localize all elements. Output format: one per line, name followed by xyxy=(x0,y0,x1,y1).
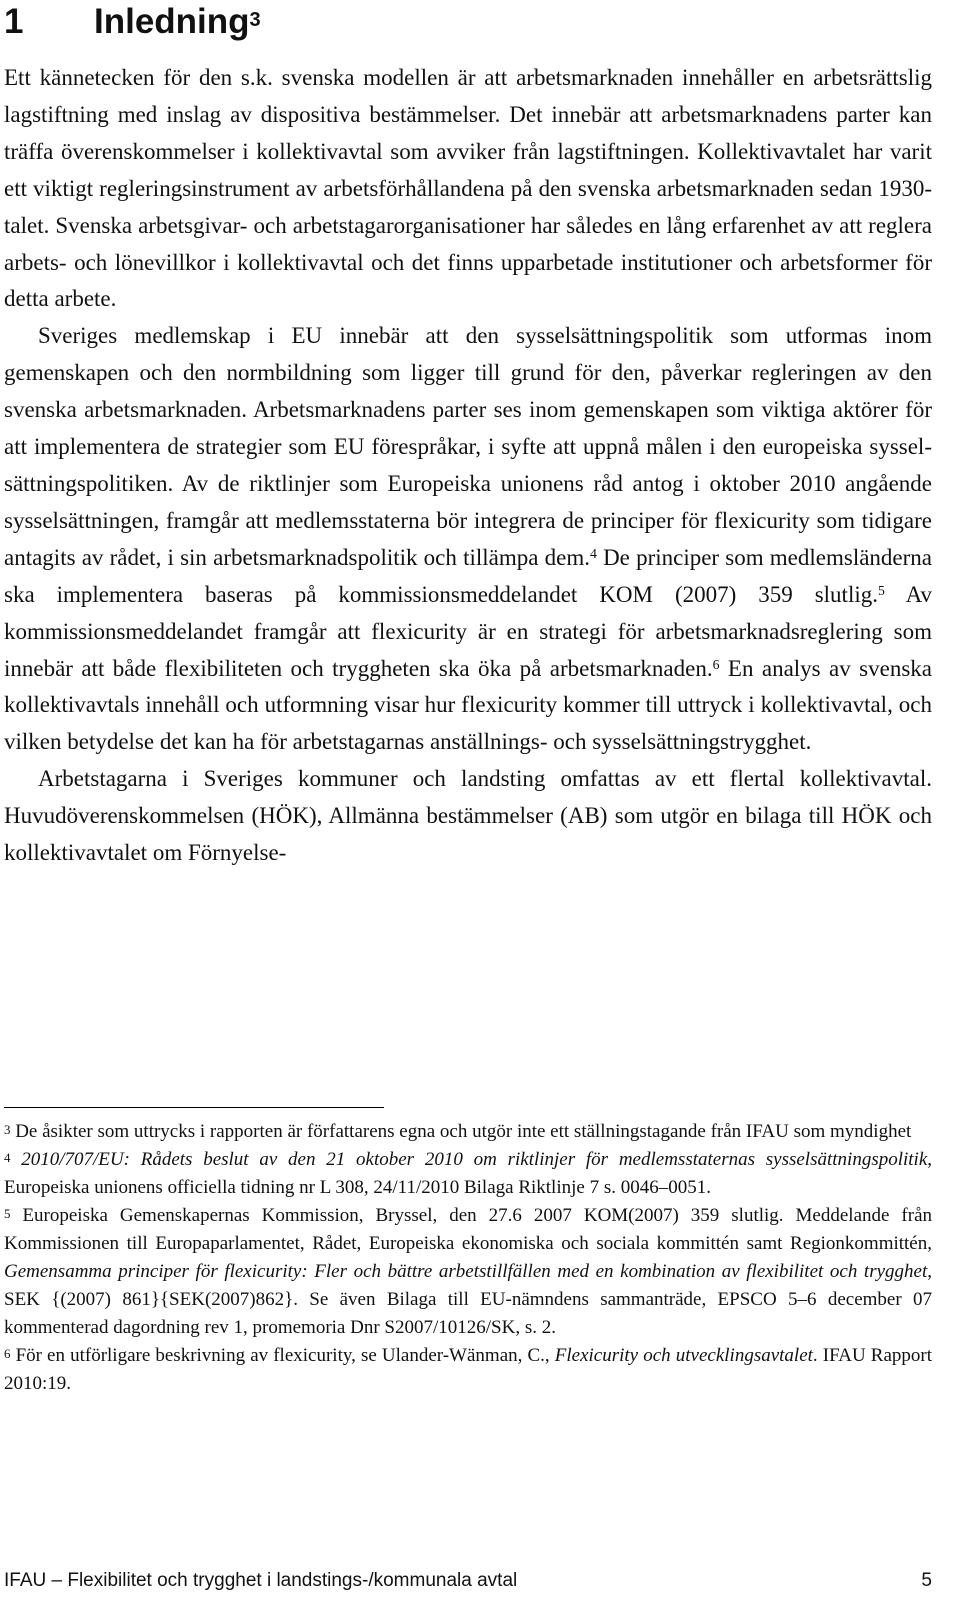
paragraph-2-text-b: De principer som medlemsländerna ska implementera baseras på kommissionsmeddelandet KOM (2007) 359 slutlig. xyxy=(4,544,933,607)
footnote-text: De åsikter som uttrycks i rapporten är författarens egna och utgör inte ett ställningstagande från IFAU som myndighet xyxy=(15,1121,912,1142)
page-number: 5 xyxy=(921,1570,932,1591)
footnote-6 xyxy=(4,1342,932,1398)
paragraph-3 xyxy=(4,761,932,872)
footnote-text: Europeiska Gemenskapernas Kommission, Bryssel, den 27.6 2007 KOM(2007) 359 slutlig. Meddelande från Kommissionen till Europaparlamentet, Rådet, Europeiska ekonomiska och sociala kommittén samt Regionkommittén, xyxy=(4,1205,932,1254)
footnote-number: 5 xyxy=(4,1206,11,1221)
footnote-ref-3[interactable]: 3 xyxy=(249,9,261,31)
footnote-text: För en utförligare beskrivning av flexicurity, se Ulander-Wänman, C., xyxy=(15,1345,555,1366)
footnote-4 xyxy=(4,1146,932,1202)
footnote-divider xyxy=(4,1107,384,1108)
footer-title: IFAU – Flexibilitet och trygghet i landstings-/kommunala avtal xyxy=(4,1570,518,1591)
paragraph-2-text-a: Sveriges medlemskap i EU innebär att den sysselsättningspolitik som utformas inom gemenskapen och den normbildning som ligger till grund för den, påverkar regleringen av den svenska arbetsmarknaden. Arbetsmarknadens parter ses inom gemenskapen som viktiga aktörer för att implementera de strategier som EU förespråkar, i syfte att uppnå målen i den europeiska sysselsättningspolitiken. Av de riktlinjer som Europeiska unionens råd antog i oktober 2010 angående sysselsättningen, framgår att medlemsstaterna bör integrera de principer för flexicurity som tidigare antagits av rådet, i sin arbetsmarknadspolitik och tillämpa dem. xyxy=(4,323,932,570)
footnote-number: 4 xyxy=(4,1150,11,1165)
footnote-text: . IFAU Rapport 2010:19. xyxy=(4,1345,933,1394)
paragraph-3-text: Arbetstagarna i Sveriges kommuner och landsting omfattas av ett flertal kollektivavtal. Huvudöverenskommelsen (HÖK), Allmänna bestämmelser (AB) som utgör en bilaga till HÖK och kollektivavtalet om Förnyelse- xyxy=(4,766,932,866)
footnote-3 xyxy=(4,1118,932,1146)
section-title: Inledning xyxy=(94,2,250,41)
page-footer xyxy=(4,1567,932,1595)
paragraph-2-text-d: En analys av svenska kollektivavtals innehåll och utformning visar hur flexicurity kommer till uttryck i kollektivavtal, och vilken betydelse det kan ha för arbetstagarnas anställnings- och sysselsättningstrygghet. xyxy=(4,655,932,755)
footnote-italic-text: Gemensamma principer för flexicurity: Fler och bättre arbetstillfällen med en kombination av flexibilitet och trygghet xyxy=(4,1261,928,1282)
paragraph-1-text: Ett kännetecken för den s.k. svenska modellen är att arbetsmarknaden innehåller en arbetsrättslig lagstiftning med inslag av dispositiva bestämmelser. Det innebär att arbetsmarknadens parter kan träffa överenskommelser i kollektivavtal som avviker från lagstiftningen. Kollektivavtalet har varit ett viktigt regleringsinstrument av arbetsförhållandena på den svenska arbetsmarknaden sedan 1930-talet. Svenska arbetsgivar- och arbetstagarorganisationer har således en lång erfarenhet av att reglera arbets- och lönevillkor i kollektivavtal och det finns upparbetade institutioner och arbetsformer för detta arbete. xyxy=(4,65,932,312)
footnote-number: 3 xyxy=(4,1122,11,1137)
footnote-ref-5[interactable]: 5 xyxy=(877,582,885,598)
paragraph-2 xyxy=(4,318,932,761)
section-number: 1 xyxy=(4,2,24,41)
paragraph-1 xyxy=(4,60,932,318)
footnote-italic-text: 2010/707/EU: Rådets beslut av den 21 oktober 2010 om riktlinjer för medlemsstaternas sysselsättningspolitik xyxy=(21,1149,928,1170)
footnote-ref-6[interactable]: 6 xyxy=(712,656,720,672)
section-heading xyxy=(4,0,261,44)
footnote-text: , Europeiska unionens officiella tidning nr L 308, 24/11/2010 Bilaga Riktlinje 7 s. 0046–0051. xyxy=(4,1149,933,1198)
footnote-5 xyxy=(4,1202,932,1342)
footnote-italic-text: Flexicurity och utvecklingsavtalet xyxy=(554,1345,813,1366)
footnote-number: 6 xyxy=(4,1346,11,1361)
footnote-ref-4[interactable]: 4 xyxy=(589,545,597,561)
body-text xyxy=(4,60,932,872)
footnotes xyxy=(4,1118,932,1398)
paragraph-2-text-c: Av kommissionsmeddelandet framgår att flexicurity är en strategi för arbetsmarknadsreglering som innebär att både flexibiliteten och tryggheten ska öka på arbetsmarknaden. xyxy=(4,581,933,681)
footnote-text: , SEK {(2007) 861}{SEK(2007)862}. Se även Bilaga till EU-nämndens sammanträde, EPSCO 5–6 december 07 kommenterad dagordning rev 1, promemoria Dnr S2007/10126/SK, s. 2. xyxy=(4,1261,932,1338)
